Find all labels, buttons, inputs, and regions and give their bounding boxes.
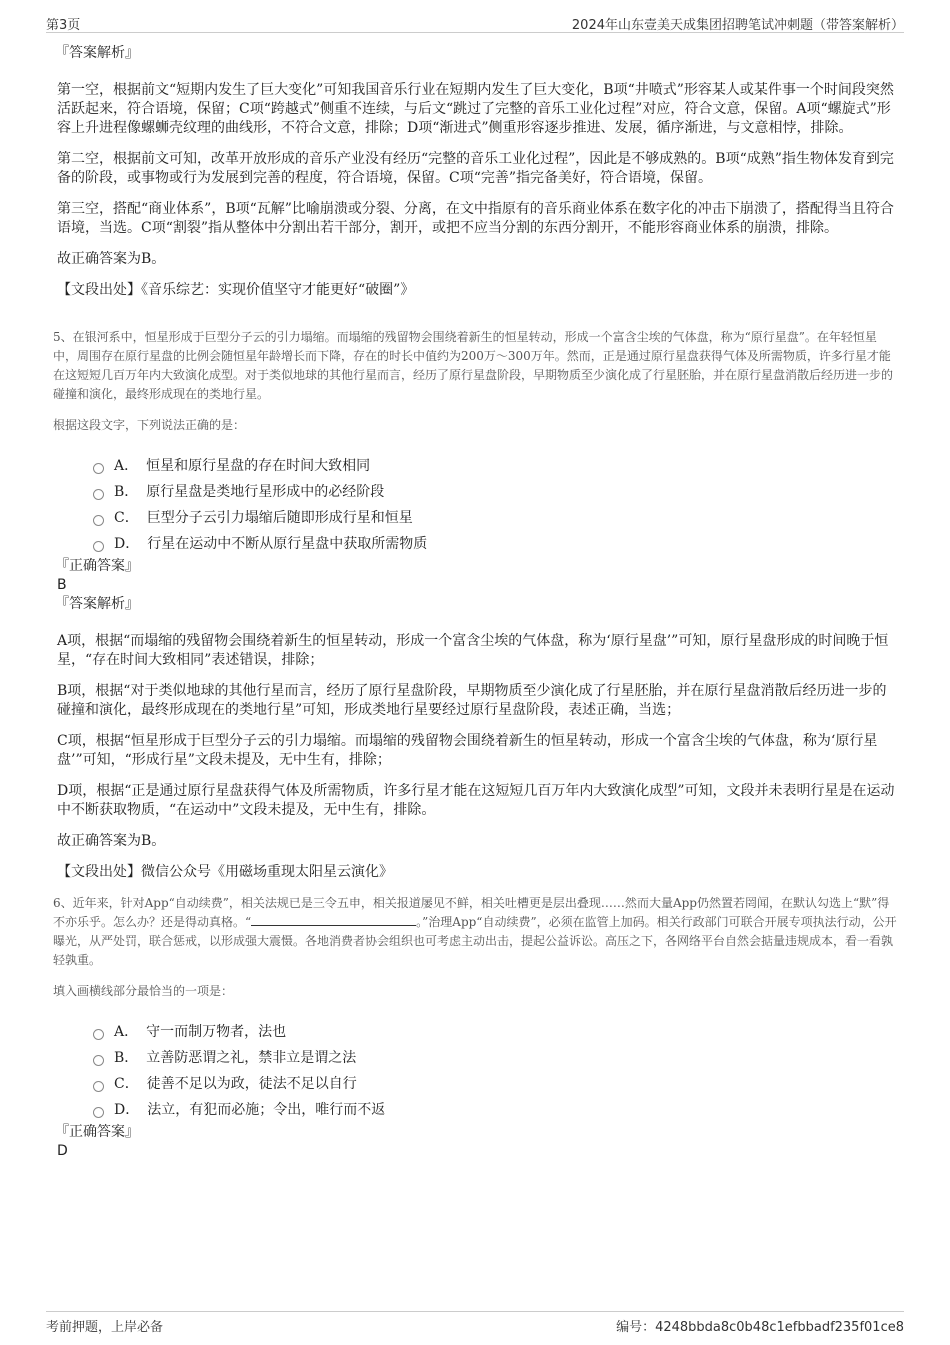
radio-icon[interactable] <box>93 1055 104 1066</box>
q5-stem: 5、在银河系中，恒星形成于巨型分子云的引力塌缩。而塌缩的残留物会围绕着新生的恒星转动，形成一个富含尘埃的气体盘，称为“原行星盘”。在年轻恒星中，周围存在原行星盘的比例会随恒星年龄增长而下降，存在的时长中值约为200万～300万年。然而，正是通过原行星盘获得气体及所需物质，许多行星才能在这短短几百万年内大致演化成型。对于类似地球的其他行星而言，经历了原行星盘阶段，早期物质至少演化成了行星胚胎，并在原行星盘消散后经历进一步的碰撞和演化，最终形成现在的类地行星。 <box>53 330 894 401</box>
q5-option-d[interactable]: D． 行星在运动中不断从原行星盘中获取所需物质 <box>93 531 897 557</box>
q6-answer: D <box>57 1143 68 1159</box>
document-title: 2024年山东壹美天成集团招聘笔试冲刺题（带答案解析） <box>571 18 904 33</box>
fill-in-blank <box>251 914 416 926</box>
q4-analysis-heading: 『答案解析』 <box>55 45 139 61</box>
q5-option-b[interactable]: B． 原行星盘是类地行星形成中的必经阶段 <box>93 479 897 505</box>
q6-answer-heading: 『正确答案』 <box>55 1124 139 1140</box>
q6-option-b[interactable]: B． 立善防恶谓之礼，禁非立是谓之法 <box>93 1045 897 1071</box>
q5-analysis-heading: 『答案解析』 <box>55 596 139 612</box>
page-header <box>46 12 904 33</box>
q5-options <box>93 453 897 557</box>
q4-analysis-paragraph-2: 第二空，根据前文可知，改革开放形成的音乐产业没有经历“完整的音乐工业化过程”，因此是不够成熟的。B项“成熟”指生物体发育到完备的阶段，或事物或行为发展到完善的程度，符合语境，保留。C项“完善”指完备美好，符合语境，保留。 <box>57 151 894 186</box>
q5-analysis-b: B项，根据“对于类似地球的其他行星而言，经历了原行星盘阶段，早期物质至少演化成了行星胚胎，并在原行星盘消散后经历进一步的碰撞和演化，最终形成现在的类地行星”可知，形成类地行星要经过原行星盘阶段，表述正确，当选； <box>57 683 887 718</box>
q6-stem: 6、近年来，针对App“自动续费”，相关法规已是三令五申，相关报道屡见不鲜，相关吐槽更是层出叠现……然而大量App仍然置若罔闻，在默认勾选上“默”得不亦乐乎。怎么办？还是得动真格。“ 。”治理App“自动续费”，必须在监管上加码。相关行政部门可联合开展专项执法行动，公开曝光，从严处罚，联合惩戒，以形成强大震慑。各地消费者协会组织也可考虑主动出击，提起公益诉讼。高压之下，各网络平台自然会掂量违规成本，看一看孰轻孰重。 <box>53 896 897 967</box>
q4-conclusion: 故正确答案为B。 <box>57 251 166 267</box>
radio-icon[interactable] <box>93 1029 104 1040</box>
radio-icon[interactable] <box>93 1081 104 1092</box>
q4-analysis-paragraph-1: 第一空，根据前文“短期内发生了巨大变化”可知我国音乐行业在短期内发生了巨大变化，B项“井喷式”形容某人或某件事一个时间段突然活跃起来，符合语境，保留；C项“跨越式”侧重不连续，与后文“跳过了完整的音乐工业化过程”对应，符合文意，保留。A项“螺旋式”形容上升进程像螺蛳壳纹理的曲线形，不符合文意，排除；D项“渐进式”侧重形容逐步推进、发展，循序渐进，与文意相悖，排除。 <box>57 82 894 136</box>
q5-analysis-d: D项，根据“正是通过原行星盘获得气体及所需物质，许多行星才能在这短短几百万年内大致演化成型”可知，文段并未表明行星是在运动中不断获取物质，“在运动中”文段未提及，无中生有，排除。 <box>57 783 895 818</box>
page-footer <box>46 1311 904 1334</box>
q6-option-a[interactable]: A． 守一而制万物者，法也 <box>93 1019 897 1045</box>
radio-icon[interactable] <box>93 489 104 500</box>
q5-analysis-c: C项，根据“恒星形成于巨型分子云的引力塌缩。而塌缩的残留物会围绕着新生的恒星转动，形成一个富含尘埃的气体盘，称为‘原行星盘’”可知，“形成行星”文段未提及，无中生有，排除； <box>57 733 878 768</box>
q6-prompt: 填入画横线部分最恰当的一项是： <box>53 984 234 998</box>
radio-icon[interactable] <box>93 463 104 474</box>
footer-slogan: 考前押题，上岸必备 <box>46 1320 164 1335</box>
q5-answer-heading: 『正确答案』 <box>55 558 139 574</box>
q6-option-d[interactable]: D． 法立，有犯而必施；令出，唯行而不返 <box>93 1097 897 1123</box>
page-content <box>53 44 897 1161</box>
page-number: 第3页 <box>46 18 81 33</box>
radio-icon[interactable] <box>93 1107 104 1118</box>
q5-prompt: 根据这段文字，下列说法正确的是： <box>53 418 246 432</box>
q6-option-c[interactable]: C． 徒善不足以为政，徒法不足以自行 <box>93 1071 897 1097</box>
q5-source: 【文段出处】微信公众号《用磁场重现太阳星云演化》 <box>57 864 393 880</box>
q5-analysis-a: A项，根据“而塌缩的残留物会围绕着新生的恒星转动，形成一个富含尘埃的气体盘，称为‘原行星盘’”可知，原行星盘形成的时间晚于恒星，“存在时间大致相同”表述错误，排除； <box>57 633 889 668</box>
q5-option-a[interactable]: A． 恒星和原行星盘的存在时间大致相同 <box>93 453 897 479</box>
q5-answer: B <box>57 577 67 593</box>
radio-icon[interactable] <box>93 541 104 552</box>
radio-icon[interactable] <box>93 515 104 526</box>
q6-options <box>93 1019 897 1123</box>
q5-conclusion: 故正确答案为B。 <box>57 833 166 849</box>
q4-analysis-paragraph-3: 第三空，搭配“商业体系”，B项“瓦解”比喻崩溃或分裂、分离，在文中指原有的音乐商业体系在数字化的冲击下崩溃了，搭配得当且符合语境，当选。C项“割裂”指从整体中分割出若干部分，割开，或把不应当分割的东西分割开，不能形容商业体系的崩溃，排除。 <box>57 201 894 236</box>
footer-code: 编号：4248bbda8c0b48c1efbbadf235f01ce8 <box>616 1320 904 1335</box>
q4-source: 【文段出处】《音乐综艺：实现价值坚守才能更好“破圈”》 <box>57 282 415 298</box>
q5-option-c[interactable]: C． 巨型分子云引力塌缩后随即形成行星和恒星 <box>93 505 897 531</box>
